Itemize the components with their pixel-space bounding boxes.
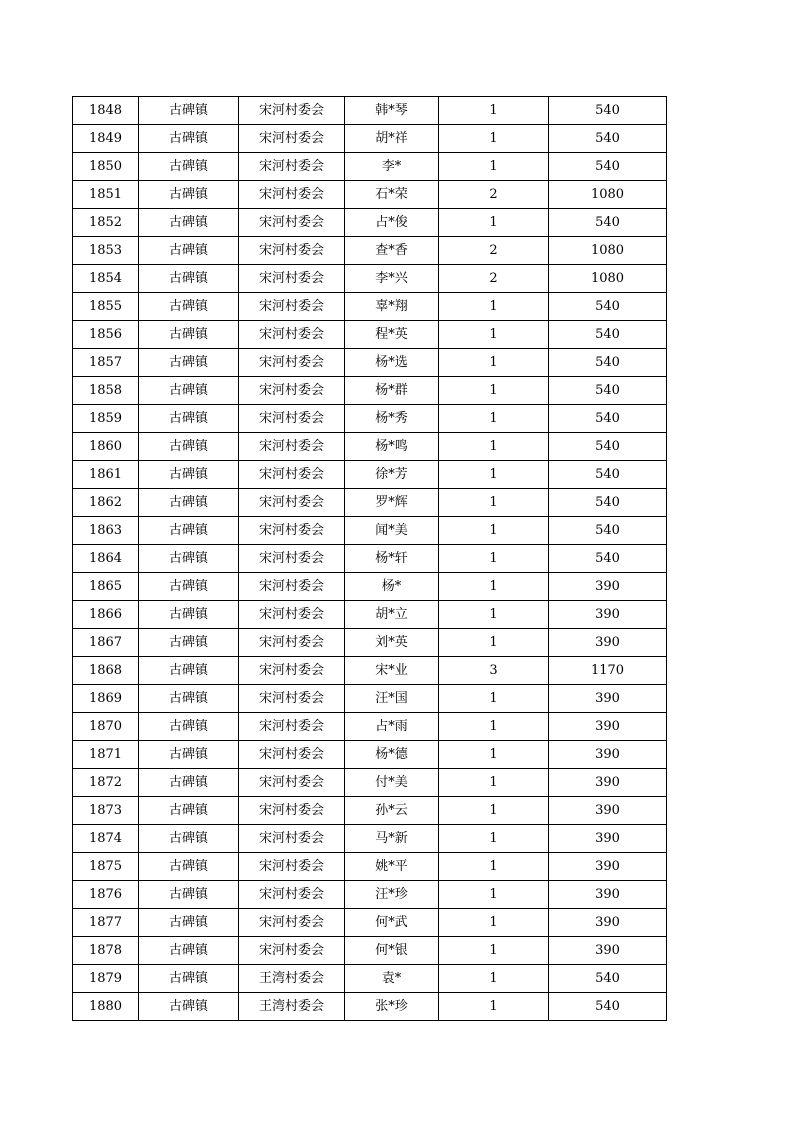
town-cell: 古碑镇 (139, 825, 239, 853)
town-cell: 古碑镇 (139, 797, 239, 825)
village-committee-cell: 宋河村委会 (239, 741, 345, 769)
town-cell: 古碑镇 (139, 97, 239, 125)
town-cell: 古碑镇 (139, 713, 239, 741)
person-name-cell: 何*银 (345, 937, 439, 965)
row-number-cell: 1848 (73, 97, 139, 125)
table-row (73, 517, 667, 545)
person-count-cell: 1 (439, 769, 549, 797)
person-name-cell: 杨*轩 (345, 545, 439, 573)
town-cell: 古碑镇 (139, 965, 239, 993)
amount-cell: 540 (549, 97, 667, 125)
town-cell: 古碑镇 (139, 909, 239, 937)
row-number-cell: 1868 (73, 657, 139, 685)
person-name-cell: 徐*芳 (345, 461, 439, 489)
village-committee-cell: 宋河村委会 (239, 937, 345, 965)
row-number-cell: 1861 (73, 461, 139, 489)
person-name-cell: 杨*鸣 (345, 433, 439, 461)
village-committee-cell: 宋河村委会 (239, 685, 345, 713)
person-name-cell: 查*香 (345, 237, 439, 265)
person-name-cell: 马*新 (345, 825, 439, 853)
amount-cell: 540 (549, 209, 667, 237)
amount-cell: 390 (549, 685, 667, 713)
row-number-cell: 1856 (73, 321, 139, 349)
amount-cell: 390 (549, 769, 667, 797)
table-row (73, 125, 667, 153)
person-name-cell: 闻*美 (345, 517, 439, 545)
person-name-cell: 韩*琴 (345, 97, 439, 125)
row-number-cell: 1872 (73, 769, 139, 797)
amount-cell: 390 (549, 573, 667, 601)
village-committee-cell: 宋河村委会 (239, 909, 345, 937)
amount-cell: 390 (549, 741, 667, 769)
table-row (73, 461, 667, 489)
row-number-cell: 1853 (73, 237, 139, 265)
amount-cell: 390 (549, 909, 667, 937)
amount-cell: 540 (549, 153, 667, 181)
amount-cell: 1170 (549, 657, 667, 685)
village-committee-cell: 宋河村委会 (239, 237, 345, 265)
person-name-cell: 占*俊 (345, 209, 439, 237)
person-count-cell: 1 (439, 629, 549, 657)
row-number-cell: 1859 (73, 405, 139, 433)
town-cell: 古碑镇 (139, 657, 239, 685)
person-count-cell: 1 (439, 713, 549, 741)
amount-cell: 540 (549, 321, 667, 349)
village-committee-cell: 宋河村委会 (239, 321, 345, 349)
row-number-cell: 1873 (73, 797, 139, 825)
person-count-cell: 2 (439, 181, 549, 209)
row-number-cell: 1864 (73, 545, 139, 573)
person-count-cell: 1 (439, 489, 549, 517)
town-cell: 古碑镇 (139, 293, 239, 321)
row-number-cell: 1863 (73, 517, 139, 545)
row-number-cell: 1866 (73, 601, 139, 629)
person-count-cell: 2 (439, 237, 549, 265)
village-committee-cell: 宋河村委会 (239, 209, 345, 237)
town-cell: 古碑镇 (139, 349, 239, 377)
town-cell: 古碑镇 (139, 237, 239, 265)
village-committee-cell: 宋河村委会 (239, 433, 345, 461)
person-count-cell: 1 (439, 349, 549, 377)
row-number-cell: 1862 (73, 489, 139, 517)
person-count-cell: 3 (439, 657, 549, 685)
table-row (73, 853, 667, 881)
person-name-cell: 张*珍 (345, 993, 439, 1021)
person-name-cell: 李*兴 (345, 265, 439, 293)
amount-cell: 1080 (549, 265, 667, 293)
row-number-cell: 1871 (73, 741, 139, 769)
amount-cell: 390 (549, 937, 667, 965)
table-row (73, 797, 667, 825)
row-number-cell: 1879 (73, 965, 139, 993)
table-row (73, 685, 667, 713)
person-name-cell: 杨* (345, 573, 439, 601)
row-number-cell: 1858 (73, 377, 139, 405)
town-cell: 古碑镇 (139, 405, 239, 433)
table-row (73, 937, 667, 965)
amount-cell: 390 (549, 853, 667, 881)
village-committee-cell: 宋河村委会 (239, 657, 345, 685)
row-number-cell: 1852 (73, 209, 139, 237)
person-count-cell: 1 (439, 293, 549, 321)
village-committee-cell: 宋河村委会 (239, 601, 345, 629)
town-cell: 古碑镇 (139, 265, 239, 293)
town-cell: 古碑镇 (139, 125, 239, 153)
table-row (73, 993, 667, 1021)
village-committee-cell: 宋河村委会 (239, 881, 345, 909)
amount-cell: 540 (549, 125, 667, 153)
row-number-cell: 1869 (73, 685, 139, 713)
person-name-cell: 宋*业 (345, 657, 439, 685)
table-row (73, 489, 667, 517)
village-committee-cell: 宋河村委会 (239, 349, 345, 377)
row-number-cell: 1874 (73, 825, 139, 853)
person-count-cell: 1 (439, 741, 549, 769)
amount-cell: 390 (549, 601, 667, 629)
table-row (73, 377, 667, 405)
amount-cell: 540 (549, 405, 667, 433)
amount-cell: 1080 (549, 237, 667, 265)
village-committee-cell: 王湾村委会 (239, 993, 345, 1021)
village-committee-cell: 宋河村委会 (239, 461, 345, 489)
table-row (73, 153, 667, 181)
row-number-cell: 1860 (73, 433, 139, 461)
village-committee-cell: 宋河村委会 (239, 517, 345, 545)
row-number-cell: 1850 (73, 153, 139, 181)
person-count-cell: 1 (439, 545, 549, 573)
amount-cell: 1080 (549, 181, 667, 209)
person-name-cell: 汪*珍 (345, 881, 439, 909)
table-row (73, 629, 667, 657)
person-name-cell: 姚*平 (345, 853, 439, 881)
town-cell: 古碑镇 (139, 209, 239, 237)
person-name-cell: 杨*选 (345, 349, 439, 377)
person-count-cell: 1 (439, 125, 549, 153)
town-cell: 古碑镇 (139, 181, 239, 209)
person-name-cell: 汪*国 (345, 685, 439, 713)
table-row (73, 825, 667, 853)
table-row (73, 433, 667, 461)
town-cell: 古碑镇 (139, 377, 239, 405)
town-cell: 古碑镇 (139, 769, 239, 797)
amount-cell: 390 (549, 797, 667, 825)
town-cell: 古碑镇 (139, 573, 239, 601)
amount-cell: 540 (549, 433, 667, 461)
amount-cell: 390 (549, 713, 667, 741)
person-name-cell: 孙*云 (345, 797, 439, 825)
village-committee-cell: 宋河村委会 (239, 629, 345, 657)
village-committee-cell: 宋河村委会 (239, 181, 345, 209)
row-number-cell: 1854 (73, 265, 139, 293)
amount-cell: 540 (549, 377, 667, 405)
town-cell: 古碑镇 (139, 853, 239, 881)
person-count-cell: 1 (439, 797, 549, 825)
town-cell: 古碑镇 (139, 601, 239, 629)
person-name-cell: 辜*翔 (345, 293, 439, 321)
person-name-cell: 袁* (345, 965, 439, 993)
village-committee-cell: 宋河村委会 (239, 97, 345, 125)
table-row (73, 881, 667, 909)
person-name-cell: 石*荣 (345, 181, 439, 209)
village-committee-cell: 宋河村委会 (239, 265, 345, 293)
village-committee-cell: 宋河村委会 (239, 825, 345, 853)
person-count-cell: 1 (439, 433, 549, 461)
table-row (73, 741, 667, 769)
row-number-cell: 1876 (73, 881, 139, 909)
table-row (73, 965, 667, 993)
town-cell: 古碑镇 (139, 489, 239, 517)
person-name-cell: 程*英 (345, 321, 439, 349)
village-committee-cell: 宋河村委会 (239, 545, 345, 573)
person-count-cell: 1 (439, 153, 549, 181)
person-count-cell: 1 (439, 517, 549, 545)
person-count-cell: 1 (439, 405, 549, 433)
table-row (73, 769, 667, 797)
subsidy-table (72, 96, 667, 1021)
person-count-cell: 2 (439, 265, 549, 293)
row-number-cell: 1865 (73, 573, 139, 601)
town-cell: 古碑镇 (139, 545, 239, 573)
person-name-cell: 胡*立 (345, 601, 439, 629)
village-committee-cell: 宋河村委会 (239, 573, 345, 601)
village-committee-cell: 王湾村委会 (239, 965, 345, 993)
person-name-cell: 罗*辉 (345, 489, 439, 517)
person-name-cell: 何*武 (345, 909, 439, 937)
person-name-cell: 胡*祥 (345, 125, 439, 153)
person-count-cell: 1 (439, 97, 549, 125)
village-committee-cell: 宋河村委会 (239, 125, 345, 153)
row-number-cell: 1878 (73, 937, 139, 965)
row-number-cell: 1855 (73, 293, 139, 321)
table-row (73, 657, 667, 685)
town-cell: 古碑镇 (139, 741, 239, 769)
table-row (73, 545, 667, 573)
amount-cell: 540 (549, 461, 667, 489)
town-cell: 古碑镇 (139, 881, 239, 909)
amount-cell: 390 (549, 881, 667, 909)
town-cell: 古碑镇 (139, 685, 239, 713)
village-committee-cell: 宋河村委会 (239, 853, 345, 881)
table-row (73, 321, 667, 349)
town-cell: 古碑镇 (139, 461, 239, 489)
person-name-cell: 李* (345, 153, 439, 181)
village-committee-cell: 宋河村委会 (239, 405, 345, 433)
person-count-cell: 1 (439, 209, 549, 237)
town-cell: 古碑镇 (139, 517, 239, 545)
person-name-cell: 占*雨 (345, 713, 439, 741)
table-body (73, 97, 667, 1021)
amount-cell: 540 (549, 349, 667, 377)
row-number-cell: 1880 (73, 993, 139, 1021)
village-committee-cell: 宋河村委会 (239, 713, 345, 741)
person-name-cell: 付*美 (345, 769, 439, 797)
row-number-cell: 1875 (73, 853, 139, 881)
person-count-cell: 1 (439, 601, 549, 629)
amount-cell: 390 (549, 629, 667, 657)
person-count-cell: 1 (439, 377, 549, 405)
village-committee-cell: 宋河村委会 (239, 797, 345, 825)
table-row (73, 237, 667, 265)
person-count-cell: 1 (439, 573, 549, 601)
table-row (73, 181, 667, 209)
amount-cell: 540 (549, 993, 667, 1021)
amount-cell: 540 (549, 293, 667, 321)
person-name-cell: 杨*秀 (345, 405, 439, 433)
town-cell: 古碑镇 (139, 993, 239, 1021)
town-cell: 古碑镇 (139, 629, 239, 657)
amount-cell: 540 (549, 965, 667, 993)
person-count-cell: 1 (439, 461, 549, 489)
table-row (73, 601, 667, 629)
table-row (73, 573, 667, 601)
amount-cell: 540 (549, 489, 667, 517)
row-number-cell: 1867 (73, 629, 139, 657)
amount-cell: 540 (549, 545, 667, 573)
table-row (73, 265, 667, 293)
row-number-cell: 1877 (73, 909, 139, 937)
village-committee-cell: 宋河村委会 (239, 293, 345, 321)
village-committee-cell: 宋河村委会 (239, 769, 345, 797)
table-row (73, 97, 667, 125)
village-committee-cell: 宋河村委会 (239, 377, 345, 405)
person-count-cell: 1 (439, 321, 549, 349)
person-name-cell: 刘*英 (345, 629, 439, 657)
person-count-cell: 1 (439, 965, 549, 993)
amount-cell: 390 (549, 825, 667, 853)
person-count-cell: 1 (439, 825, 549, 853)
village-committee-cell: 宋河村委会 (239, 489, 345, 517)
amount-cell: 540 (549, 517, 667, 545)
town-cell: 古碑镇 (139, 153, 239, 181)
table-row (73, 909, 667, 937)
row-number-cell: 1851 (73, 181, 139, 209)
table-row (73, 713, 667, 741)
person-count-cell: 1 (439, 909, 549, 937)
person-count-cell: 1 (439, 993, 549, 1021)
row-number-cell: 1857 (73, 349, 139, 377)
village-committee-cell: 宋河村委会 (239, 153, 345, 181)
person-count-cell: 1 (439, 881, 549, 909)
person-count-cell: 1 (439, 853, 549, 881)
table-row (73, 293, 667, 321)
person-count-cell: 1 (439, 937, 549, 965)
person-name-cell: 杨*群 (345, 377, 439, 405)
row-number-cell: 1849 (73, 125, 139, 153)
town-cell: 古碑镇 (139, 433, 239, 461)
table-row (73, 405, 667, 433)
table-row (73, 209, 667, 237)
town-cell: 古碑镇 (139, 937, 239, 965)
person-name-cell: 杨*德 (345, 741, 439, 769)
town-cell: 古碑镇 (139, 321, 239, 349)
person-count-cell: 1 (439, 685, 549, 713)
row-number-cell: 1870 (73, 713, 139, 741)
table-row (73, 349, 667, 377)
